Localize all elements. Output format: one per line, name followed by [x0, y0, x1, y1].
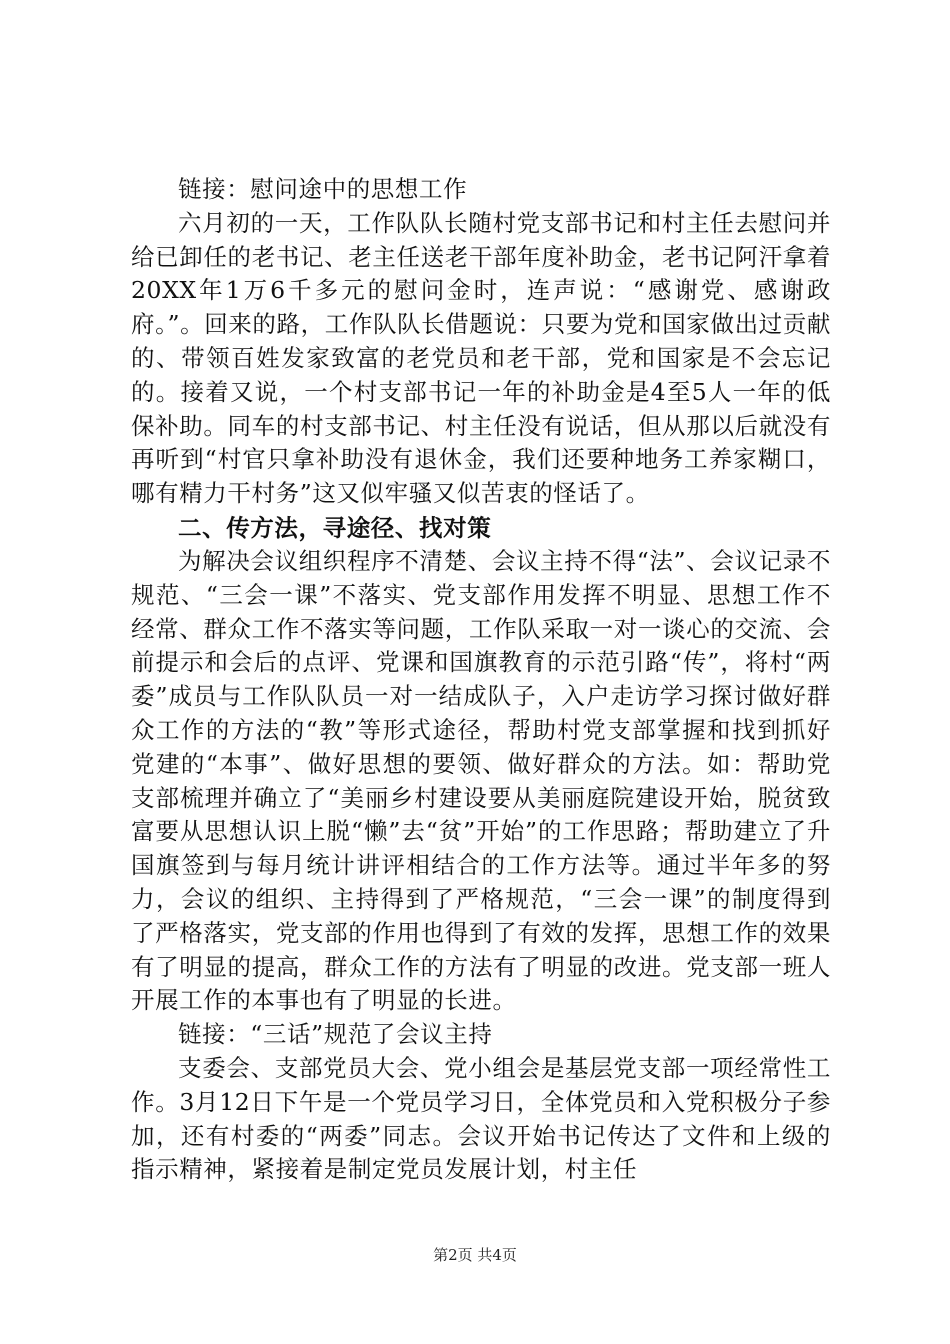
- link-title-condolence: 链接：慰问途中的思想工作: [178, 175, 468, 203]
- paragraph-meeting: 支委会、支部党员大会、党小组会是基层党支部一项经常性工作。3月12日下午是一个党员学习日，全体党员和入党积极分子参加，还有村委的“两委”同志。会议开始书记传达了文件和上级的指示精神，紧接着是制定党员发展计划，村主任: [131, 1053, 831, 1184]
- paragraph-methods: 为解决会议组织程序不清楚、会议主持不得“法”、会议记录不规范、“三会一课”不落实、党支部作用发挥不明显、思想工作不经常、群众工作不落实等问题，工作队采取一对一谈心的交流、会前提示和会后的点评、党课和国旗教育的示范引路“传”，将村“两委”成员与工作队队员一对一结成队子，入户走访学习探讨做好群众工作的方法的“教”等形式途径，帮助村党支部掌握和找到抓好党建的“本事”、做好思想的要领、做好群众的方法。如：帮助党支部梳理并确立了“美丽乡村建设要从美丽庭院建设开始，脱贫致富要从思想认识上脱“懒”去“贫”开始”的工作思路；帮助建立了升国旗签到与每月统计讲评相结合的工作方法等。通过半年多的努力，会议的组织、主持得到了严格规范，“三会一课”的制度得到了严格落实，党支部的作用也得到了有效的发挥，思想工作的效果有了明显的提高，群众工作的方法有了明显的改进。党支部一班人开展工作的本事也有了明显的长进。: [131, 546, 831, 1015]
- document-body: [131, 173, 831, 1187]
- paragraph-condolence-story: 六月初的一天，工作队队长随村党支部书记和村主任去慰问并给已卸任的老书记、老主任送老干部年度补助金，老书记阿汗拿着20XX年1万6千多元的慰问金时，连声说：“感谢党、感谢政府。”。回来的路，工作队队长借题说：只要为党和国家做出过贡献的、带领百姓发家致富的老党员和老干部，党和国家是不会忘记的。接着又说，一个村支部书记一年的补助金是4至5人一年的低保补助。同车的村支部书记、村主任没有说话，但从那以后就没有再听到“村官只拿补助没有退休金，我们还要种地务工养家糊口，哪有精力干村务”这又似牢骚又似苦衷的怪话了。: [131, 208, 831, 508]
- link-title-meeting: 链接：“三话”规范了会议主持: [178, 1020, 493, 1049]
- section-heading: 二、传方法，寻途径、找对策: [178, 513, 492, 542]
- page-number-footer: 第2页 共4页: [433, 1246, 517, 1264]
